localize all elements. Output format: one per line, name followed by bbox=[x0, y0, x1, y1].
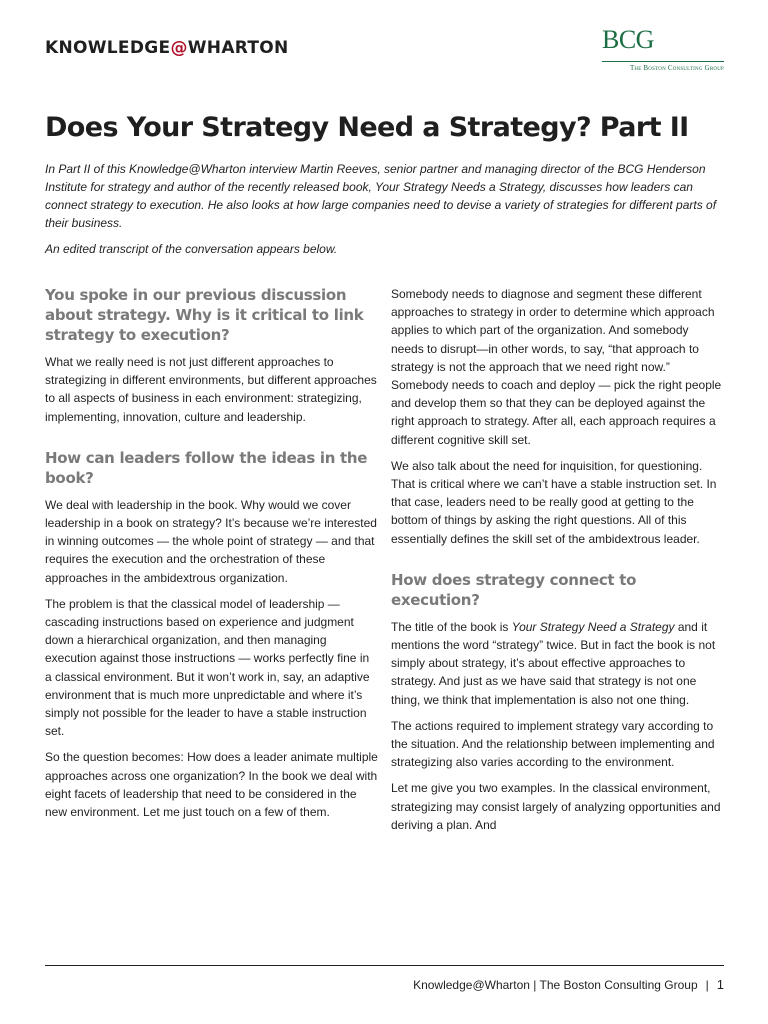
body-paragraph: So the question becomes: How does a leader animate multiple approaches across one organization? In the book we deal with eight facets of leadership that need to be considered in the new environment. Let me just touch on a few of them. bbox=[45, 750, 378, 820]
body-paragraph: Somebody needs to diagnose and segment these different approaches to strategy in order to determine which approach applies to which part of the organization. And somebody needs to disrupt—in other words, to say, “that approach to strategy is not the approach that we need right now.” Somebody needs to coach and deploy — pick the right people and develop them so that they can be deployed against the right approach to strategy. After all, each approach requires a different cognitive skill set. bbox=[391, 287, 722, 447]
body-paragraph: The problem is that the classical model of leadership — cascading instructions based on experience and judgment down a hierarchical organization, and then managing execution against those instructions — works perfectly fine in a classical environment. But it won’t work in, say, an adaptive environment that is much more unpredictable and where it’s simply not possible for the leader to have a stable instruction set. bbox=[45, 596, 370, 739]
bcg-logo bbox=[602, 27, 724, 72]
footer-rule bbox=[45, 965, 724, 966]
left-column bbox=[45, 285, 378, 829]
body-paragraph: What we really need is not just different approaches to strategizing in different environments, but different approaches to all aspects of business in each environment: strategizing, implementing, innovation, culture and leadership. bbox=[45, 355, 377, 424]
knowledge-wharton-logo bbox=[45, 38, 289, 58]
body-paragraph: We deal with leadership in the book. Why would we cover leadership in a book on strategy? It’s because we’re interested in winning outcomes — the whole point of strategy — and that requires the execution and the orchestration of these approaches in the ambidextrous organization. bbox=[45, 497, 377, 585]
body-paragraph: We also talk about the need for inquisition, for questioning. That is critical where we can’t have a stable instruction set. In that case, leaders need to be really good at getting to the bottom of things by asking the right questions. All of this essentially defines the skill set of the ambidextrous leader. bbox=[391, 458, 717, 546]
intro-note: An edited transcript of the conversation appears below. bbox=[45, 242, 338, 256]
body-paragraph: Let me give you two examples. In the classical environment, strategizing may consist largely of analyzing opportunities and deriving a plan. And bbox=[391, 781, 721, 832]
book-title: Your Strategy Need a Strategy bbox=[511, 619, 675, 634]
right-column bbox=[391, 285, 724, 842]
bcg-subtitle: The Boston Consulting Group bbox=[629, 64, 724, 72]
body-paragraph: The title of the book is Your Strategy Need a Strategy and it mentions the word “strategy” twice. But in fact the book is not simply about strategy, it’s about effective approaches to strategy. And just as we have said that strategy is not one thing, we think that implementation is also not one thing. bbox=[391, 619, 716, 707]
logo-at: @ bbox=[170, 38, 188, 58]
bcg-mark: BCG bbox=[602, 25, 654, 54]
page-number: 1 bbox=[716, 977, 724, 992]
logo-wharton: WHARTON bbox=[187, 38, 289, 58]
bcg-divider bbox=[602, 61, 724, 62]
question-heading: How does strategy connect to execution? bbox=[391, 570, 637, 609]
body-paragraph: The actions required to implement strategy vary according to the situation. And the relationship between implementing and strategizing also varies according to the environment. bbox=[391, 718, 715, 770]
question-heading: How can leaders follow the ideas in the book? bbox=[45, 448, 368, 487]
page-title: Does Your Strategy Need a Strategy? Part II bbox=[45, 112, 689, 143]
footer-source: Knowledge@Wharton | The Boston Consulting Group bbox=[413, 978, 698, 992]
footer-separator: | bbox=[705, 978, 709, 992]
logo-knowledge: KNOWLEDGE bbox=[45, 38, 171, 58]
question-heading: You spoke in our previous discussion about strategy. Why is it critical to link strategy to execution? bbox=[45, 286, 364, 344]
intro-paragraph: In Part II of this Knowledge@Wharton interview Martin Reeves, senior partner and managing director of the BCG Henderson Institute for strategy and author of the recently released book, Your Strategy Needs a Strategy, discusses how leaders can connect strategy to execution. He also looks at how large companies need to devise a variety of strategies for different parts of their business. bbox=[45, 162, 717, 230]
footer bbox=[413, 977, 724, 992]
